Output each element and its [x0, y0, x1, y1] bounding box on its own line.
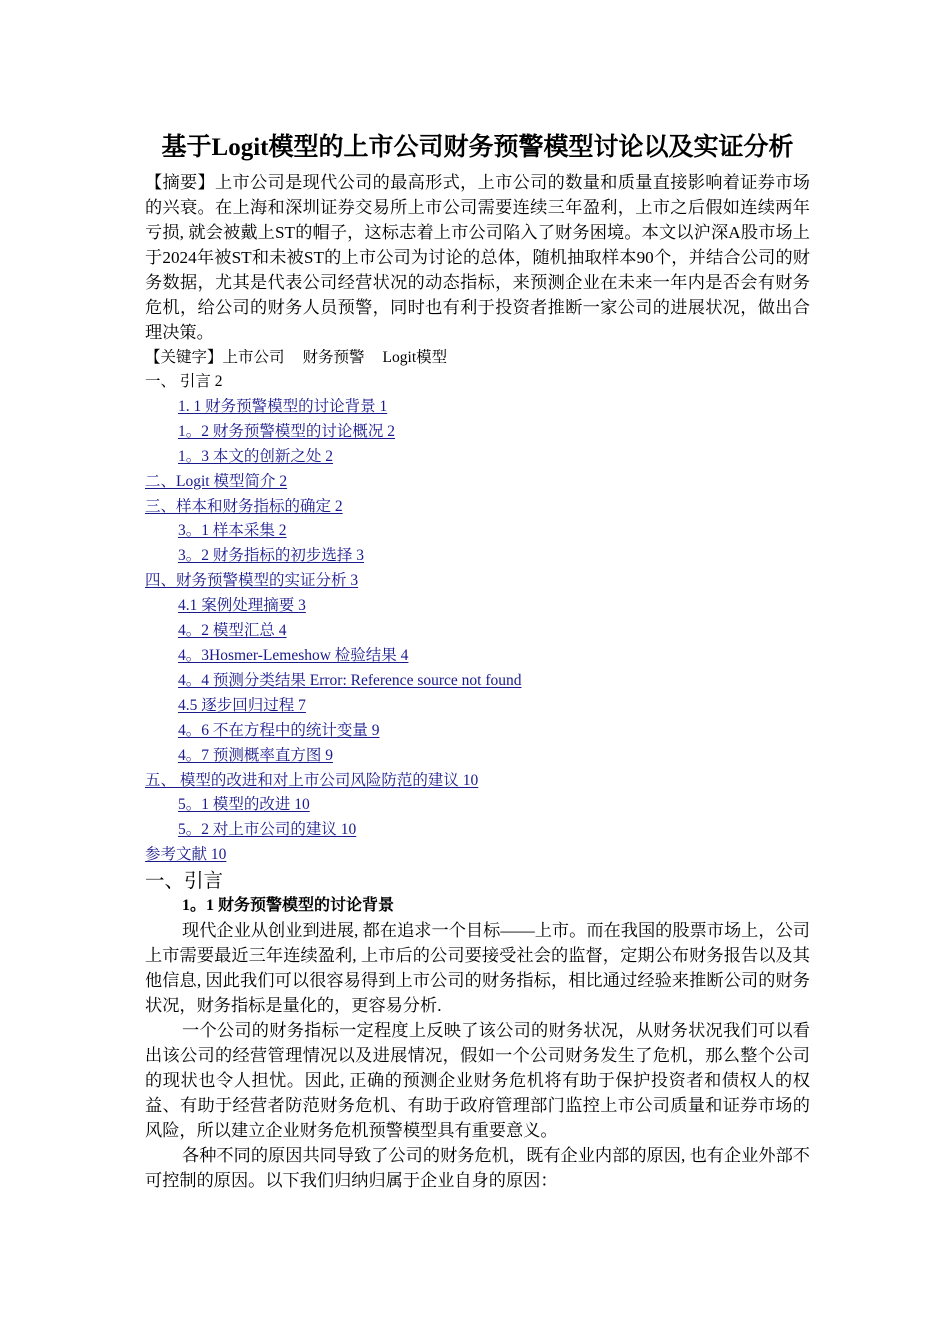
toc-entry[interactable] [145, 519, 810, 544]
keyword-item: 上市公司 [222, 349, 285, 366]
toc-link[interactable]: 参考文献 10 [145, 846, 227, 864]
toc-link[interactable]: 5。2 对上市公司的建议 10 [178, 821, 357, 839]
toc-link[interactable]: 4。7 预测概率直方图 9 [178, 746, 334, 764]
table-of-contents [145, 370, 810, 868]
keyword-item: Logit模型 [382, 349, 448, 366]
toc-link[interactable]: 二、Logit 模型简介 2 [145, 472, 288, 490]
document-title: 基于Logit模型的上市公司财务预警模型讨论以及实证分析 [161, 134, 794, 161]
toc-link[interactable]: 4.5 逐步回归过程 7 [178, 696, 306, 714]
toc-entry[interactable] [145, 769, 810, 794]
document-page [145, 128, 810, 1193]
body-paragraph: 一个公司的财务指标一定程度上反映了该公司的财务状况，从财务状况我们可以看出该公司的经营管理情况以及进展情况，假如一个公司财务发生了危机，那么整个公司的现状也令人担忧。因此, 正确的预测企业财务危机将有助于保护投资者和债权人的权益、有助于经营者防范财务危机、有助于政府管理部门监控上市公司质量和证券市场的风险，所以建立企业财务危机预警模型具有重要意义。 [145, 1021, 810, 1141]
toc-entry [145, 370, 810, 395]
body-paragraph: 各种不同的原因共同导致了公司的财务危机，既有企业内部的原因, 也有企业外部不可控制的原因。以下我们归纳归属于企业自身的原因： [145, 1146, 810, 1191]
toc-entry[interactable] [145, 495, 810, 520]
toc-entry[interactable] [145, 694, 810, 719]
toc-link[interactable]: 1。3 本文的创新之处 2 [178, 447, 334, 465]
toc-link[interactable]: 4。2 模型汇总 4 [178, 622, 287, 640]
section-heading: 一、引言 [145, 869, 224, 893]
toc-entry[interactable] [145, 669, 810, 694]
toc-link[interactable]: 5。1 模型的改进 10 [178, 796, 310, 814]
toc-entry[interactable] [145, 470, 810, 495]
toc-entry[interactable] [145, 644, 810, 669]
toc-entry[interactable] [145, 719, 810, 744]
toc-link[interactable]: 4.1 案例处理摘要 3 [178, 597, 306, 615]
toc-link[interactable]: 四、财务预警模型的实证分析 3 [145, 572, 359, 590]
toc-entry[interactable] [145, 420, 810, 445]
abstract-paragraph: 【摘要】上市公司是现代公司的最高形式，上市公司的数量和质量直接影响着证券市场的兴衰。在上海和深圳证券交易所上市公司需要连续三年盈利，上市之后假如连续两年亏损, 就会被戴上ST的帽子，这标志着上市公司陷入了财务困境。本文以沪深A股市场上于2024年被ST和未被ST的上市公司为讨论的总体，随机抽取样本90个，并结合公司的财务数据，尤其是代表公司经营状况的动态指标，来预测企业在未来一年内是否会有财务危机，给公司的财务人员预警，同时也有利于投资者推断一家公司的进展状况，做出合理决策。 [145, 173, 810, 342]
toc-text: 一、 引言 2 [145, 373, 223, 390]
toc-entry[interactable] [145, 818, 810, 843]
toc-entry[interactable] [145, 395, 810, 420]
keyword-item: 财务预警 [302, 349, 365, 366]
toc-entry[interactable] [145, 793, 810, 818]
toc-link[interactable]: 五、 模型的改进和对上市公司风险防范的建议 10 [145, 771, 479, 789]
toc-entry[interactable] [145, 569, 810, 594]
toc-entry[interactable] [145, 594, 810, 619]
toc-entry[interactable] [145, 544, 810, 569]
keywords-label: 【关键字】 [145, 349, 223, 366]
toc-link[interactable]: 1. 1 财务预警模型的讨论背景 1 [178, 397, 388, 415]
body-paragraph: 现代企业从创业到进展, 都在追求一个目标——上市。而在我国的股票市场上，公司上市需要最近三年连续盈利, 上市后的公司要接受社会的监督，定期公布财务报告以及其他信息, 因此我们可以很容易得到上市公司的财务指标，相比通过经验来推断公司的财务状况，财务指标是量化的，更容易分析. [145, 921, 810, 1016]
subsection-heading: 1。1 财务预警模型的讨论背景 [182, 897, 395, 915]
toc-link[interactable]: 4。6 不在方程中的统计变量 9 [178, 721, 380, 739]
toc-link[interactable]: 3。1 样本采集 2 [178, 522, 287, 540]
toc-link[interactable]: 3。2 财务指标的初步选择 3 [178, 547, 365, 565]
toc-link[interactable]: 1。2 财务预警模型的讨论概况 2 [178, 422, 396, 440]
toc-entry[interactable] [145, 445, 810, 470]
toc-entry[interactable] [145, 843, 810, 868]
toc-link[interactable]: 4。3Hosmer-Lemeshow 检验结果 4 [178, 646, 409, 664]
toc-link[interactable]: 三、样本和财务指标的确定 2 [145, 497, 343, 515]
toc-entry[interactable] [145, 619, 810, 644]
toc-link[interactable]: 4。4 预测分类结果 Error: Reference source not found [178, 671, 522, 689]
toc-entry[interactable] [145, 744, 810, 769]
keywords-line [145, 345, 810, 370]
